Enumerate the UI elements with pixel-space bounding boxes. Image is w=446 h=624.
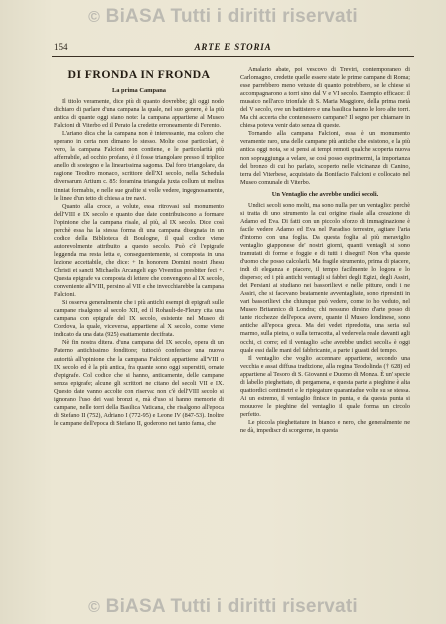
left-column [54,66,224,428]
paragraph: Quanto alla croce, a volute, essa ritrovasi sul monumento dell'VIII e IX secolo e quanto due date contribuiscono a formare l'opinione che la campana risale, al più, al IX secolo. Dice così perchè essa ha la stessa forma di una campana disegnata in un codice della Biblioteca di Boulogne, il qual codice viene autorevolmente attribuito a questo secolo. Può c'è l'epigrafe leggenda ma resta letta e, conseguentemente, si composta in una lezione accettabile, che dice: + In honorem Domini nostri Jhesu Christi et sancti Michaelis Arcangeli ego Viventius presbiter feci +. Questa epigrafe va composta di lettere che convengono al IX secolo, conveniente all'VIII, persino al VII e che invecchiarebbe la campana Falcioni. [54,202,224,299]
page-number: 154 [54,42,68,52]
right-column [240,66,410,435]
header-rule [52,56,414,57]
paragraph: Le piccola pieghettature in bianco e nero, che generalmente ne ne dà, impediscr di scorgerne, in questa [240,418,410,435]
copyright-symbol: © [88,599,101,616]
paragraph: L'ariano dica che la campana non è interessante, ma coloro che sperano in certa non dimano lo stesso. Molte cose particolari, è vero, la campana Falcioni non contiene, e le particolarità più afferrabile, ad occhio profano, è il fosse triangolare presso il triplice anello di sostegno e la linearissima sagoma. Dal foro triangolare, da ragione Teodiro monaco, scrittore dell'XI secolo, nella Schedula diversarum Artium c. 85: foramina triangula juxta collum ut melius tinniat formabis, e nelle sue grafite si volle vedere, ingegnosamente, le linee d'un tetto di chiesa a tre navi. [54,130,224,202]
article-title: DI FRONDA IN FRONDA [67,67,211,81]
watermark-text: BiASA Tutti i diritti riservati [105,6,358,27]
section-heading-ventaglio: Un Ventaglio che avrebbe undici secoli. [271,190,379,198]
watermark-text: BiASA Tutti i diritti riservati [105,596,358,617]
paragraph: Si osserva generalmente che i più antichi esempi di epigrafi sulle campane risalgono al secolo XII, ed il Rohault-de-Fleury cita una campana con epigrafe del IX secolo, esistente nel Museo di Cordova, la quale, viceversa, appartiene al X secolo, come viene indicato da una data (925) esattamente decifrata. [54,299,224,339]
running-title: ARTE E STORIA [194,42,272,52]
paragraph: Tornando alla campana Falcioni, essa è un monumento veramente raro, una delle campane più antiche che esistono, e la più antica oggi nota, se si pensi ai tempi remoti qualche scoperta nuova non sopraggiunga a velare, se così posso esprimermi, la importanza del bronzo di cui ho parlato, scoperto nelle vicinanze di Canino, terra del Viterbese, acquistato da Bonifacio Falcioni e collocato nel Museo comunale di Viterbo. [240,130,410,186]
section-heading-campana: La prima Campana [112,87,166,94]
copyright-symbol: © [88,9,101,26]
paragraph: Il titolo veramente, dice più di quanto dovrebbe; gli oggi nodo dichiaro di parlare d'una campana la quale, nel suo genere, è la più antica di quante oggi siano note: la campana appartiene al Museo Falcioni di Viterbo ed il Perato la credette erroneamente di Ferento. [54,98,224,130]
paragraph: Undici secoli sono molti, ma sono nulla per un ventaglio: perchè si tratta di uno strumento la cui origine risale alla creazione di Adamo ed Eva. Di fatti con un piccolo sforzo di immaginazione è facile vedere Adamo ed Eva nel Paradiso terrestre, agitare l'aria d'intorno con una foglia. Da questa foglia al più meraviglio ventaglio giapponese de' nostri giorni, quanti ventagli si sono tramutati di forme e foggie e di tutti i disegni! Non v'ha queste d'uomo che posso calcolarli. Ma fragile strumento, prima di piacere, indi di eleganza e piacere, il tempo facilmente lo logora e lo disperso; ed i più antichi ventagli si fabbri degli Egizi, degli Assiri, dei Persiani ai studiano nei bassorilievi e nelle pitture, ondi i ne Assiri, che si facevano beatamente avventagliate, sono ripresinti in vari bassorilievi che chiunque può vedere, come io ho veduto, nel Museo Britannico di Londra; chi nessuno dirsino d'arte posso di tante ricchezze dell'epoca avere, quante il Museo londinese, sono antiche all'epoca greca. Ma dei vedet ripredotta, una seria sul marmo, sulla pietra, o sulla terracotta, al vedervela reale davanti agli occhi, ci corre; ed il ventaglio «che avrebbe undici secoli» è oggi quale essi dalle mani del fabbricante, a parte i guasti del tempo. [240,201,410,354]
paragraph: Il ventaglio che voglio accennare appartiene, secondo una vecchia e assai diffusa tradizione, alla regina Teodolinda († 628) ed appartiene al Tesoro di S. Giovanni e Duomo di Monza. È un' specie di labello pieghettato, di pergamena, e questa parte a pieghine è alta quattordici centimetri e le ripiegature quarantadue volte su se stessa. Ai un estremo, il ventaglio finisce in punta, e da questa punta si mouuove le pieghine del ventaglio il quale forma un circolo perfetto. [240,354,410,418]
watermark-top [0,6,446,28]
paragraph: Amalario abate, poi vescovo di Treviri, contemporaneo di Carlomagno, credette quelle essere state le prime campane di Roma; esse parrebbero meno vetuste di quanto potrebbero, se le chiese si accompagnarono a torri sino dal V e VI secolo. Esempio efficace: il musaico nell'arco trionfale di S. Maria Maggiore, della prima metà del V secolo, ove un battistero e una basilica hanno le loro alte torri. Ma chi accerta che contenessero campane? Il segno per chiamare in chiesa poteva venir dato senza di queste. [240,66,410,130]
watermark-bottom [0,596,446,618]
running-head [54,42,412,55]
paragraph: Nè fin nostra ditera. d'una campana del IX secolo, opera di un Paterno antichissimo fonditore; tuttociò conferisce una nuova autorità all'opinione che la campana Falcioni appartiene all'VIII o IX secolo ed è la più antica, fra quante sono oggi superstiti, ornate d'epigrafe. Col codice che si hanno, anticamente, delle campane senza epigrafe; alcune gli scrittori ne citano del secoli VII e IX. Questo date vanno accolte con riserva: non c'è dell'VIII secolo si ignorano l'uso dei vasi bronzi e, mà d'uso si hanno memorie di campane, nelle torri della Basilica Vaticana, che risalgono all'epoca di Stefano II (752), Adriano I (772-95) e Leone IV (847-53). Inoltre le campane dell'epoca di Stefano II, goderono nei tanto fama, che [54,339,224,427]
